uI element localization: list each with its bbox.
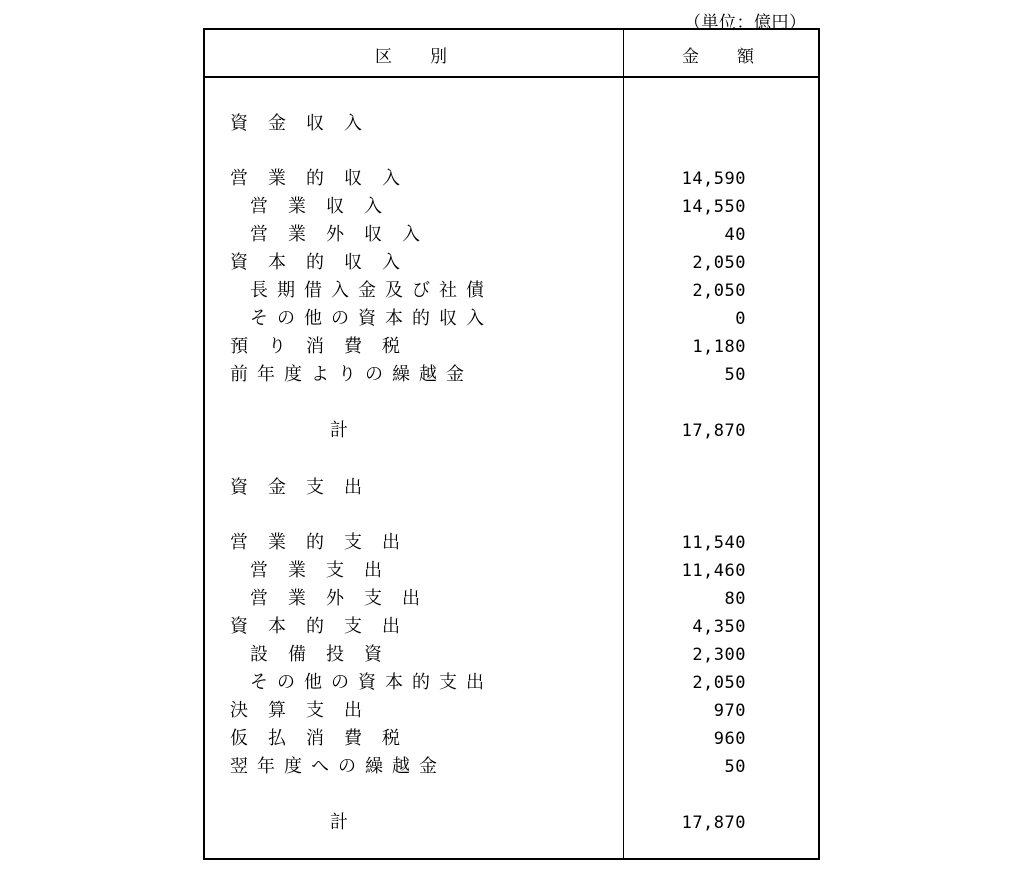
table-row — [205, 361, 818, 389]
table-row — [205, 333, 818, 361]
row-label: 営業的支出 — [230, 532, 420, 553]
row-label: 前年度よりの繰越金 — [230, 364, 473, 385]
table-row — [205, 557, 818, 585]
row-amount: 11,460 — [681, 561, 746, 581]
section-revenue-title-row — [205, 110, 818, 138]
row-label: 資本的支出 — [230, 616, 420, 637]
table-row — [205, 613, 818, 641]
table-row — [205, 753, 818, 781]
row-label: 仮払消費税 — [230, 728, 420, 749]
row-amount: 2,050 — [692, 281, 746, 301]
row-label: 営業的収入 — [230, 168, 420, 189]
row-label: 営業支出 — [250, 560, 402, 581]
row-amount: 80 — [724, 589, 746, 609]
row-amount: 50 — [724, 757, 746, 777]
table-row — [205, 669, 818, 697]
section-expenditure-title-row — [205, 474, 818, 502]
row-amount: 14,590 — [681, 169, 746, 189]
row-label: 営業収入 — [250, 196, 402, 217]
table-row — [205, 725, 818, 753]
table-row — [205, 697, 818, 725]
cash-flow-table — [203, 28, 820, 860]
row-label: 長期借入金及び社債 — [250, 280, 493, 301]
table-row — [205, 529, 818, 557]
row-amount: 40 — [724, 225, 746, 245]
row-label: 営業外支出 — [250, 588, 440, 609]
row-amount: 50 — [724, 365, 746, 385]
total-amount: 17,870 — [681, 421, 746, 441]
total-row — [205, 809, 818, 837]
row-amount: 1,180 — [692, 337, 746, 357]
row-label: その他の資本的収入 — [250, 308, 493, 329]
row-label: 決算支出 — [230, 700, 382, 721]
row-amount: 0 — [735, 309, 746, 329]
row-label: その他の資本的支出 — [250, 672, 493, 693]
row-amount: 960 — [713, 729, 746, 749]
table-row — [205, 221, 818, 249]
row-amount: 14,550 — [681, 197, 746, 217]
row-label: 資本的収入 — [230, 252, 420, 273]
header-amount: 金額 — [682, 47, 792, 67]
table-row — [205, 305, 818, 333]
total-label: 計 — [330, 420, 357, 441]
total-amount: 17,870 — [681, 813, 746, 833]
header-divider — [205, 76, 818, 78]
section-title: 資金収入 — [230, 113, 382, 134]
row-amount: 2,300 — [692, 645, 746, 665]
row-label: 営業外収入 — [250, 224, 440, 245]
section-title: 資金支出 — [230, 477, 382, 498]
row-amount: 4,350 — [692, 617, 746, 637]
row-amount: 970 — [713, 701, 746, 721]
row-label: 預り消費税 — [230, 336, 420, 357]
header-category: 区別 — [375, 47, 485, 67]
table-row — [205, 165, 818, 193]
total-label: 計 — [330, 812, 357, 833]
table-row — [205, 277, 818, 305]
table-row — [205, 249, 818, 277]
row-amount: 2,050 — [692, 253, 746, 273]
unit-note: （単位：億円） — [684, 13, 807, 33]
total-row — [205, 417, 818, 445]
table-row — [205, 585, 818, 613]
row-amount: 11,540 — [681, 533, 746, 553]
table-row — [205, 193, 818, 221]
row-label: 設備投資 — [250, 644, 402, 665]
row-amount: 2,050 — [692, 673, 746, 693]
row-label: 翌年度への繰越金 — [230, 756, 446, 777]
table-row — [205, 641, 818, 669]
